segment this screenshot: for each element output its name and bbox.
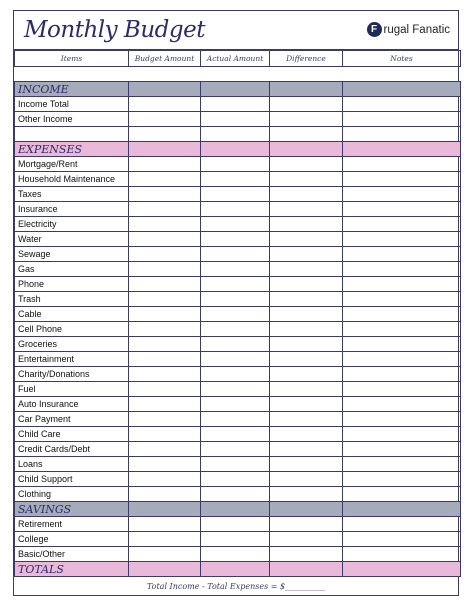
item-label: Water [15,232,129,247]
budget-row [15,457,461,472]
actual-amount-cell[interactable] [201,157,270,172]
actual-amount-cell[interactable] [201,187,270,202]
budget-amount-cell[interactable] [129,352,201,367]
col-header-actual: Actual Amount [201,51,270,67]
budget-row [15,412,461,427]
notes-cell[interactable] [343,352,461,367]
page-title: Monthly Budget [24,17,205,43]
item-label: Child Care [15,427,129,442]
actual-amount-cell[interactable] [201,382,270,397]
section-header-expenses [15,142,461,157]
notes-cell[interactable] [343,382,461,397]
actual-amount-cell[interactable] [201,277,270,292]
item-label: Taxes [15,187,129,202]
budget-row [15,322,461,337]
actual-amount-cell[interactable] [201,517,270,532]
budget-row [15,307,461,322]
actual-amount-cell[interactable] [201,202,270,217]
section-band-cell [270,562,343,577]
actual-amount-cell[interactable] [201,247,270,262]
difference-cell[interactable] [270,367,343,382]
notes-cell[interactable] [343,187,461,202]
brand [367,22,450,37]
section-band-cell [129,142,201,157]
section-band-cell [129,502,201,517]
notes-cell[interactable] [343,397,461,412]
difference-cell[interactable] [270,352,343,367]
budget-amount-cell[interactable] [129,172,201,187]
budget-amount-cell[interactable] [129,157,201,172]
item-label: Other Income [15,112,129,127]
actual-amount-cell[interactable] [201,367,270,382]
item-label: Groceries [15,337,129,352]
item-label: Auto Insurance [15,397,129,412]
budget-amount-cell[interactable] [129,247,201,262]
actual-amount-cell[interactable] [201,322,270,337]
col-header-difference: Difference [270,51,343,67]
notes-cell[interactable] [343,157,461,172]
budget-amount-cell[interactable] [129,412,201,427]
budget-row [15,112,461,127]
section-band-cell [270,142,343,157]
budget-row [15,397,461,412]
budget-row [15,442,461,457]
difference-cell[interactable] [270,547,343,562]
col-header-items: Items [15,51,129,67]
budget-row [15,517,461,532]
item-label [15,127,129,142]
difference-cell[interactable] [270,232,343,247]
notes-cell[interactable] [343,232,461,247]
difference-cell[interactable] [270,97,343,112]
budget-row [15,382,461,397]
actual-amount-cell[interactable] [201,172,270,187]
difference-cell[interactable] [270,337,343,352]
notes-cell[interactable] [343,277,461,292]
notes-cell[interactable] [343,517,461,532]
difference-cell[interactable] [270,217,343,232]
difference-cell[interactable] [270,382,343,397]
notes-cell[interactable] [343,457,461,472]
column-header-row [15,51,461,67]
budget-table [14,50,461,577]
notes-cell[interactable] [343,292,461,307]
section-header-income [15,82,461,97]
section-band-cell [129,82,201,97]
section-band-cell [201,82,270,97]
section-band-cell [270,82,343,97]
difference-cell[interactable] [270,517,343,532]
difference-cell[interactable] [270,397,343,412]
section-band-cell [201,562,270,577]
budget-amount-cell[interactable] [129,532,201,547]
item-label: Phone [15,277,129,292]
budget-amount-cell[interactable] [129,457,201,472]
budget-amount-cell[interactable] [129,232,201,247]
budget-amount-cell[interactable] [129,367,201,382]
budget-amount-cell[interactable] [129,547,201,562]
difference-cell[interactable] [270,247,343,262]
item-label: Sewage [15,247,129,262]
notes-cell[interactable] [343,247,461,262]
item-label: Cable [15,307,129,322]
item-label: Household Maintenance [15,172,129,187]
notes-cell[interactable] [343,427,461,442]
difference-cell[interactable] [270,322,343,337]
section-band-cell [201,502,270,517]
item-label: College [15,532,129,547]
budget-amount-cell[interactable] [129,112,201,127]
section-band-cell [270,502,343,517]
totals-formula: Total Income - Total Expenses = $__________ [146,582,326,591]
budget-row [15,532,461,547]
budget-amount-cell[interactable] [129,292,201,307]
actual-amount-cell[interactable] [201,547,270,562]
difference-cell[interactable] [270,187,343,202]
section-band-cell [343,82,461,97]
budget-row [15,547,461,562]
item-label: Credit Cards/Debt [15,442,129,457]
budget-amount-cell[interactable] [129,337,201,352]
budget-row [15,292,461,307]
notes-cell[interactable] [343,262,461,277]
budget-amount-cell[interactable] [129,487,201,502]
budget-row [15,157,461,172]
spacer-cell [129,67,201,82]
budget-amount-cell[interactable] [129,262,201,277]
difference-cell[interactable] [270,202,343,217]
item-label: Clothing [15,487,129,502]
notes-cell[interactable] [343,307,461,322]
difference-cell[interactable] [270,487,343,502]
section-label-totals: TOTALS [15,562,129,577]
item-label: Mortgage/Rent [15,157,129,172]
difference-cell[interactable] [270,532,343,547]
notes-cell[interactable] [343,97,461,112]
budget-amount-cell[interactable] [129,322,201,337]
actual-amount-cell[interactable] [201,112,270,127]
difference-cell[interactable] [270,262,343,277]
budget-amount-cell[interactable] [129,217,201,232]
notes-cell[interactable] [343,127,461,142]
actual-amount-cell[interactable] [201,397,270,412]
difference-cell[interactable] [270,157,343,172]
item-label: Charity/Donations [15,367,129,382]
budget-row [15,262,461,277]
item-label: Income Total [15,97,129,112]
item-label: Gas [15,262,129,277]
spacer-cell [201,67,270,82]
notes-cell[interactable] [343,217,461,232]
notes-cell[interactable] [343,322,461,337]
difference-cell[interactable] [270,127,343,142]
actual-amount-cell[interactable] [201,412,270,427]
actual-amount-cell[interactable] [201,262,270,277]
difference-cell[interactable] [270,277,343,292]
notes-cell[interactable] [343,112,461,127]
actual-amount-cell[interactable] [201,97,270,112]
actual-amount-cell[interactable] [201,352,270,367]
budget-row [15,202,461,217]
section-band-cell [201,142,270,157]
budget-row [15,277,461,292]
item-label: Car Payment [15,412,129,427]
section-label-expenses: EXPENSES [15,142,129,157]
actual-amount-cell[interactable] [201,217,270,232]
difference-cell[interactable] [270,172,343,187]
difference-cell[interactable] [270,292,343,307]
budget-amount-cell[interactable] [129,517,201,532]
item-label: Retirement [15,517,129,532]
section-band-cell [343,142,461,157]
budget-row [15,187,461,202]
actual-amount-cell[interactable] [201,307,270,322]
actual-amount-cell[interactable] [201,427,270,442]
item-label: Trash [15,292,129,307]
spacer-row [15,67,461,82]
section-header-savings [15,502,461,517]
notes-cell[interactable] [343,487,461,502]
notes-cell[interactable] [343,412,461,427]
notes-cell[interactable] [343,202,461,217]
budget-row [15,427,461,442]
budget-amount-cell[interactable] [129,442,201,457]
budget-row [15,247,461,262]
budget-amount-cell[interactable] [129,427,201,442]
budget-amount-cell[interactable] [129,277,201,292]
budget-amount-cell[interactable] [129,307,201,322]
spacer-cell [270,67,343,82]
actual-amount-cell[interactable] [201,127,270,142]
budget-row [15,172,461,187]
budget-row [15,127,461,142]
budget-row [15,232,461,247]
item-label: Entertainment [15,352,129,367]
difference-cell[interactable] [270,427,343,442]
budget-sheet [13,10,459,596]
budget-row [15,337,461,352]
notes-cell[interactable] [343,172,461,187]
budget-row [15,352,461,367]
actual-amount-cell[interactable] [201,442,270,457]
spacer-cell [15,67,129,82]
budget-amount-cell[interactable] [129,127,201,142]
actual-amount-cell[interactable] [201,487,270,502]
col-header-notes: Notes [343,51,461,67]
item-label: Fuel [15,382,129,397]
spacer-cell [343,67,461,82]
section-header-totals [15,562,461,577]
budget-amount-cell[interactable] [129,202,201,217]
section-band-cell [343,562,461,577]
budget-amount-cell[interactable] [129,397,201,412]
item-label: Insurance [15,202,129,217]
notes-cell[interactable] [343,442,461,457]
difference-cell[interactable] [270,442,343,457]
budget-row [15,97,461,112]
item-label: Loans [15,457,129,472]
notes-cell[interactable] [343,532,461,547]
section-band-cell [129,562,201,577]
item-label: Cell Phone [15,322,129,337]
difference-cell[interactable] [270,307,343,322]
budget-amount-cell[interactable] [129,472,201,487]
budget-row [15,367,461,382]
sheet-header [14,11,458,50]
budget-row [15,217,461,232]
budget-amount-cell[interactable] [129,97,201,112]
actual-amount-cell[interactable] [201,472,270,487]
actual-amount-cell[interactable] [201,337,270,352]
actual-amount-cell[interactable] [201,457,270,472]
brand-logo-icon: F [367,22,382,37]
notes-cell[interactable] [343,472,461,487]
section-label-income: INCOME [15,82,129,97]
actual-amount-cell[interactable] [201,532,270,547]
difference-cell[interactable] [270,472,343,487]
notes-cell[interactable] [343,337,461,352]
notes-cell[interactable] [343,367,461,382]
difference-cell[interactable] [270,112,343,127]
section-label-savings: SAVINGS [15,502,129,517]
section-band-cell [343,502,461,517]
notes-cell[interactable] [343,547,461,562]
col-header-budget: Budget Amount [129,51,201,67]
difference-cell[interactable] [270,457,343,472]
budget-row [15,487,461,502]
actual-amount-cell[interactable] [201,292,270,307]
budget-row [15,472,461,487]
brand-name: rugal Fanatic [383,23,450,36]
actual-amount-cell[interactable] [201,232,270,247]
item-label: Basic/Other [15,547,129,562]
item-label: Electricity [15,217,129,232]
difference-cell[interactable] [270,412,343,427]
budget-amount-cell[interactable] [129,187,201,202]
item-label: Child Support [15,472,129,487]
budget-amount-cell[interactable] [129,382,201,397]
